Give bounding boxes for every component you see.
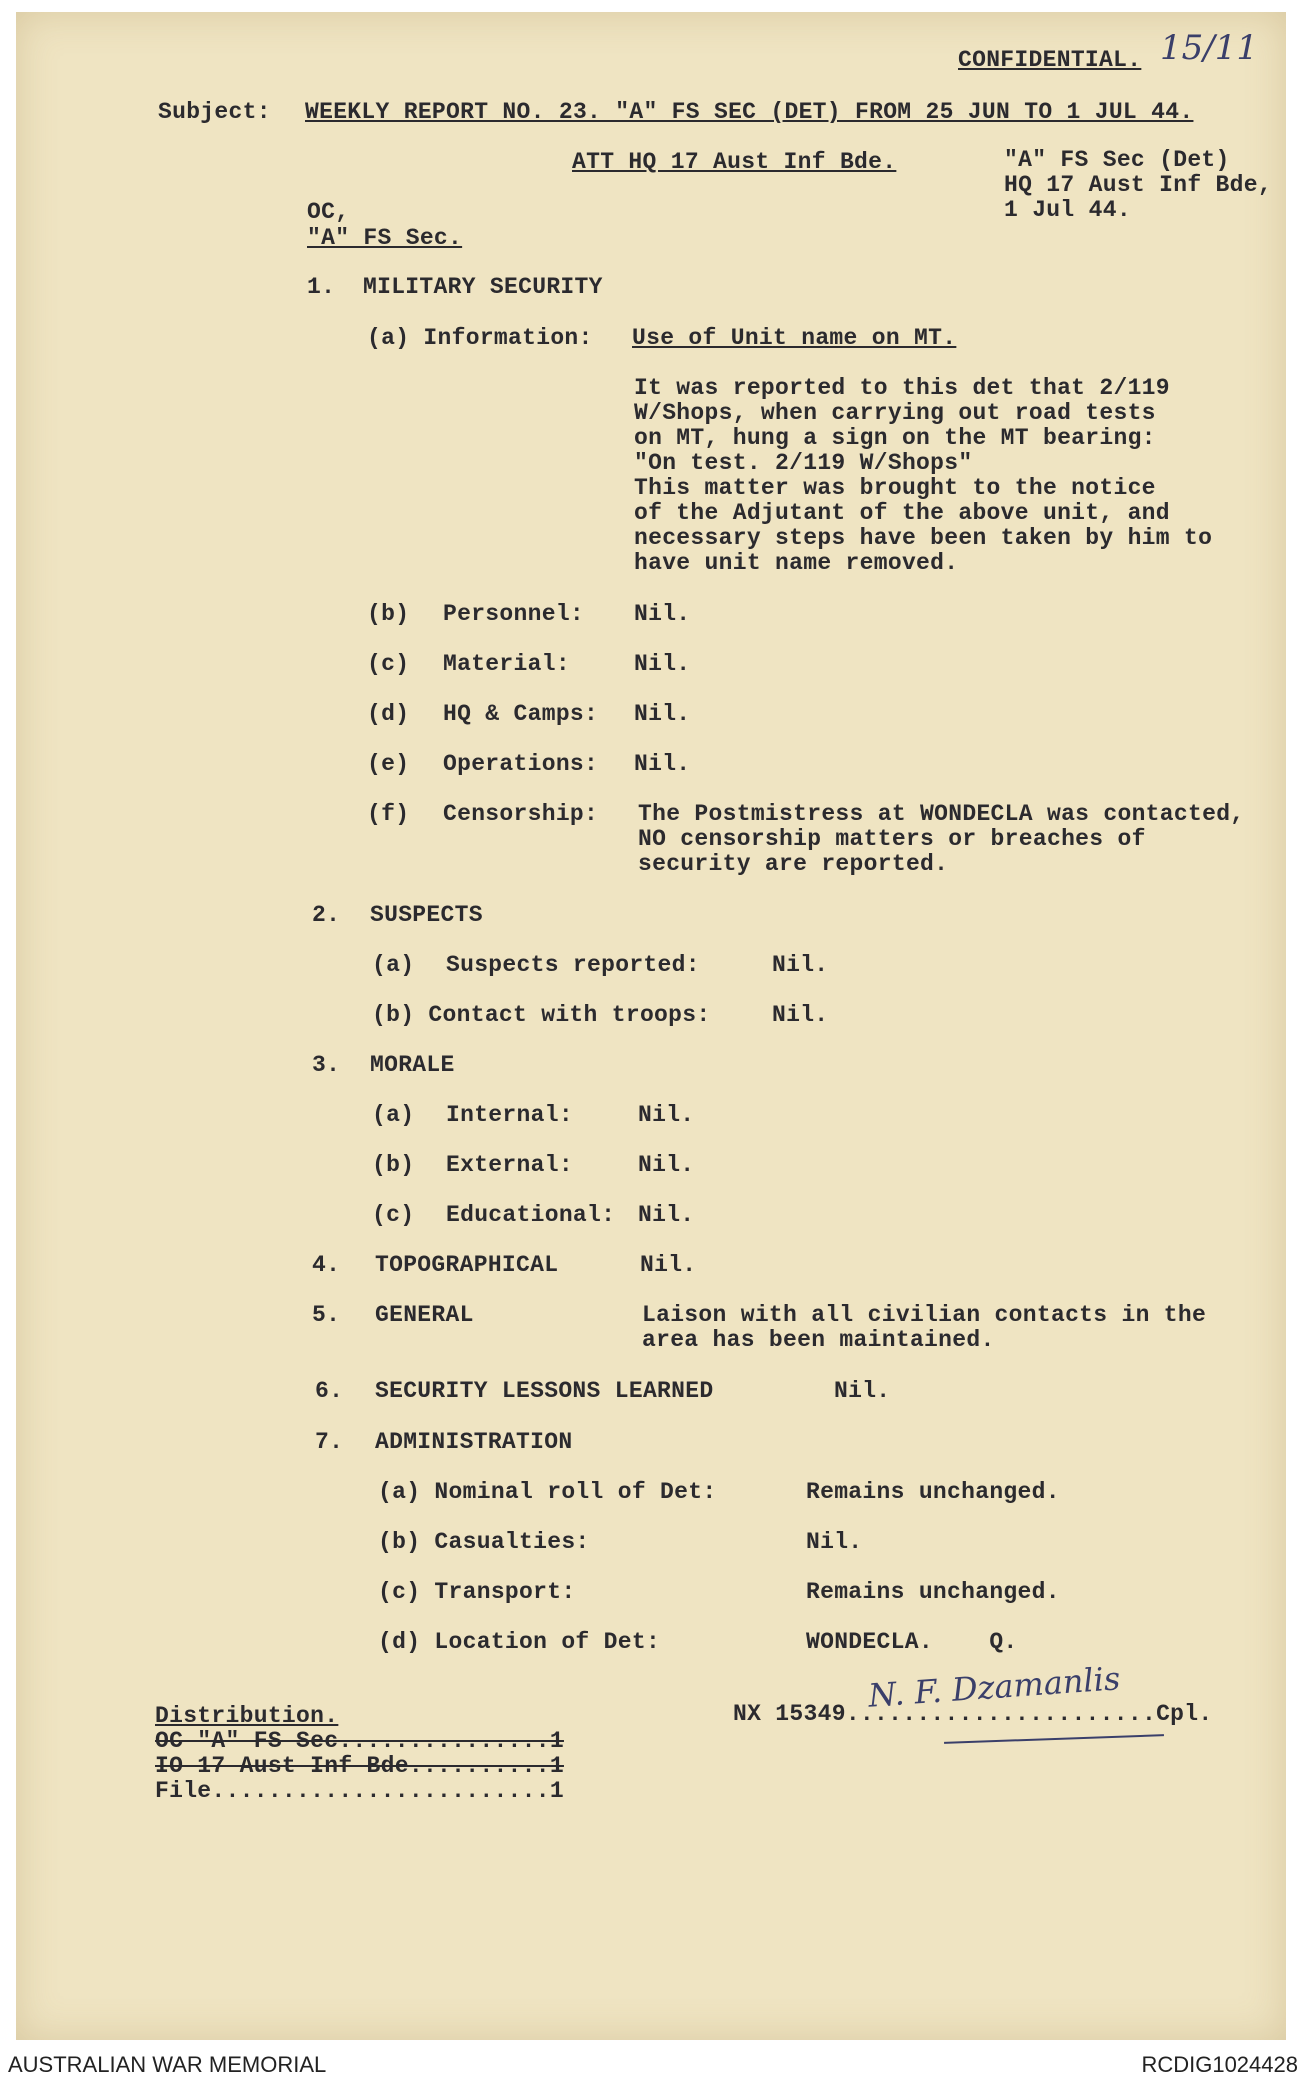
section-4-number: 4. bbox=[312, 1252, 341, 1278]
s1-information-line-6: of the Adjutant of the above unit, and bbox=[634, 500, 1170, 526]
s2-suspects-reported-label: Suspects reported: bbox=[446, 952, 700, 978]
section-3-title: MORALE bbox=[370, 1052, 455, 1078]
s1-operations-value: Nil. bbox=[634, 751, 691, 777]
section-1-title: MILITARY SECURITY bbox=[363, 274, 603, 300]
subject-attachment: ATT HQ 17 Aust Inf Bde. bbox=[572, 149, 897, 175]
s1-personnel-value: Nil. bbox=[634, 601, 691, 627]
s3-external-value: Nil. bbox=[638, 1152, 695, 1178]
s1-information-line-7: necessary steps have been taken by him to bbox=[634, 525, 1213, 551]
section-5-number: 5. bbox=[312, 1302, 341, 1328]
sender-hq: HQ 17 Aust Inf Bde, bbox=[1004, 172, 1272, 198]
section-3-number: 3. bbox=[312, 1052, 341, 1078]
s1-information-line-2: W/Shops, when carrying out road tests bbox=[634, 400, 1156, 426]
section-4-title: TOPOGRAPHICAL bbox=[375, 1252, 559, 1278]
section-2-number: 2. bbox=[312, 902, 341, 928]
s1-information-line-8: have unit name removed. bbox=[634, 550, 959, 576]
s3-external-label: External: bbox=[446, 1152, 573, 1178]
s3-educational-label: Educational: bbox=[446, 1202, 616, 1228]
s1-d-letter: (d) bbox=[367, 701, 410, 727]
s1-information-label: (a) Information: bbox=[367, 325, 593, 351]
distribution-line-1: OC "A" FS Sec...............1 bbox=[155, 1728, 564, 1754]
distribution-title: Distribution. bbox=[155, 1703, 339, 1729]
s2-suspects-reported-value: Nil. bbox=[772, 952, 829, 978]
s1-c-letter: (c) bbox=[367, 651, 410, 677]
s1-e-letter: (e) bbox=[367, 751, 410, 777]
s1-f-letter: (f) bbox=[367, 801, 410, 827]
subject-text: WEEKLY REPORT NO. 23. "A" FS SEC (DET) FROM 25 JUN TO 1 JUL 44. bbox=[305, 99, 1194, 125]
s3-internal-label: Internal: bbox=[446, 1102, 573, 1128]
s1-personnel-label: Personnel: bbox=[443, 601, 585, 627]
s2-a-letter: (a) bbox=[372, 952, 415, 978]
s1-censorship-line-1: The Postmistress at WONDECLA was contacted, bbox=[638, 801, 1245, 827]
sender-unit: "A" FS Sec (Det) bbox=[1004, 147, 1230, 173]
handwritten-folio-number: 15/11 bbox=[1160, 28, 1258, 68]
s1-material-value: Nil. bbox=[634, 651, 691, 677]
distribution-line-2: IO 17 Aust Inf Bde..........1 bbox=[155, 1753, 564, 1779]
s1-operations-label: Operations: bbox=[443, 751, 599, 777]
s7-location-label: (d) Location of Det: bbox=[378, 1629, 661, 1655]
signature-line: NX 15349......................Cpl. bbox=[733, 1701, 1213, 1727]
handwritten-signature: N. F. Dzamanlis bbox=[866, 1659, 1122, 1715]
s1-information-heading: Use of Unit name on MT. bbox=[632, 325, 957, 351]
s3-educational-value: Nil. bbox=[638, 1202, 695, 1228]
s7-nominal-roll-value: Remains unchanged. bbox=[806, 1479, 1060, 1505]
section-7-title: ADMINISTRATION bbox=[375, 1429, 573, 1455]
addressee-unit: "A" FS Sec. bbox=[307, 225, 463, 251]
section-2-title: SUSPECTS bbox=[370, 902, 483, 928]
section-6-value: Nil. bbox=[834, 1378, 891, 1404]
s1-hq-camps-label: HQ & Camps: bbox=[443, 701, 599, 727]
s1-hq-camps-value: Nil. bbox=[634, 701, 691, 727]
archive-caption: AUSTRALIAN WAR MEMORIAL bbox=[8, 2052, 327, 2077]
section-4-value: Nil. bbox=[640, 1252, 697, 1278]
s7-nominal-roll-label: (a) Nominal roll of Det: bbox=[378, 1479, 717, 1505]
section-5-title: GENERAL bbox=[375, 1302, 474, 1328]
s3-a-letter: (a) bbox=[372, 1102, 415, 1128]
s1-censorship-label: Censorship: bbox=[443, 801, 599, 827]
addressee-oc: OC, bbox=[307, 199, 350, 225]
subject-label: Subject: bbox=[158, 99, 271, 125]
s1-censorship-line-3: security are reported. bbox=[638, 851, 949, 877]
section-6-title: SECURITY LESSONS LEARNED bbox=[375, 1378, 714, 1404]
s1-censorship-line-2: NO censorship matters or breaches of bbox=[638, 826, 1146, 852]
section-1-number: 1. bbox=[307, 274, 336, 300]
section-5-line-1: Laison with all civilian contacts in the bbox=[642, 1302, 1207, 1328]
s1-information-line-5: This matter was brought to the notice bbox=[634, 475, 1156, 501]
s1-b-letter: (b) bbox=[367, 601, 410, 627]
s1-information-line-4: "On test. 2/119 W/Shops" bbox=[634, 450, 973, 476]
section-5-line-2: area has been maintained. bbox=[642, 1327, 995, 1353]
classification-marking: CONFIDENTIAL. bbox=[958, 47, 1142, 73]
s2-contact-troops-label: (b) Contact with troops: bbox=[372, 1002, 711, 1028]
s7-transport-label: (c) Transport: bbox=[378, 1579, 576, 1605]
s7-transport-value: Remains unchanged. bbox=[806, 1579, 1060, 1605]
s7-location-value: WONDECLA. Q. bbox=[806, 1629, 1018, 1655]
distribution-line-3: File........................1 bbox=[155, 1778, 564, 1804]
s1-information-line-1: It was reported to this det that 2/119 bbox=[634, 375, 1170, 401]
s7-casualties-value: Nil. bbox=[806, 1529, 863, 1555]
archive-reference: RCDIG1024428 bbox=[1141, 2052, 1298, 2077]
s1-information-line-3: on MT, hung a sign on the MT bearing: bbox=[634, 425, 1156, 451]
section-6-number: 6. bbox=[315, 1378, 344, 1404]
report-date: 1 Jul 44. bbox=[1004, 197, 1131, 223]
s1-material-label: Material: bbox=[443, 651, 570, 677]
s2-contact-troops-value: Nil. bbox=[772, 1002, 829, 1028]
s3-c-letter: (c) bbox=[372, 1202, 415, 1228]
s7-casualties-label: (b) Casualties: bbox=[378, 1529, 590, 1555]
s3-b-letter: (b) bbox=[372, 1152, 415, 1178]
section-7-number: 7. bbox=[315, 1429, 344, 1455]
s3-internal-value: Nil. bbox=[638, 1102, 695, 1128]
